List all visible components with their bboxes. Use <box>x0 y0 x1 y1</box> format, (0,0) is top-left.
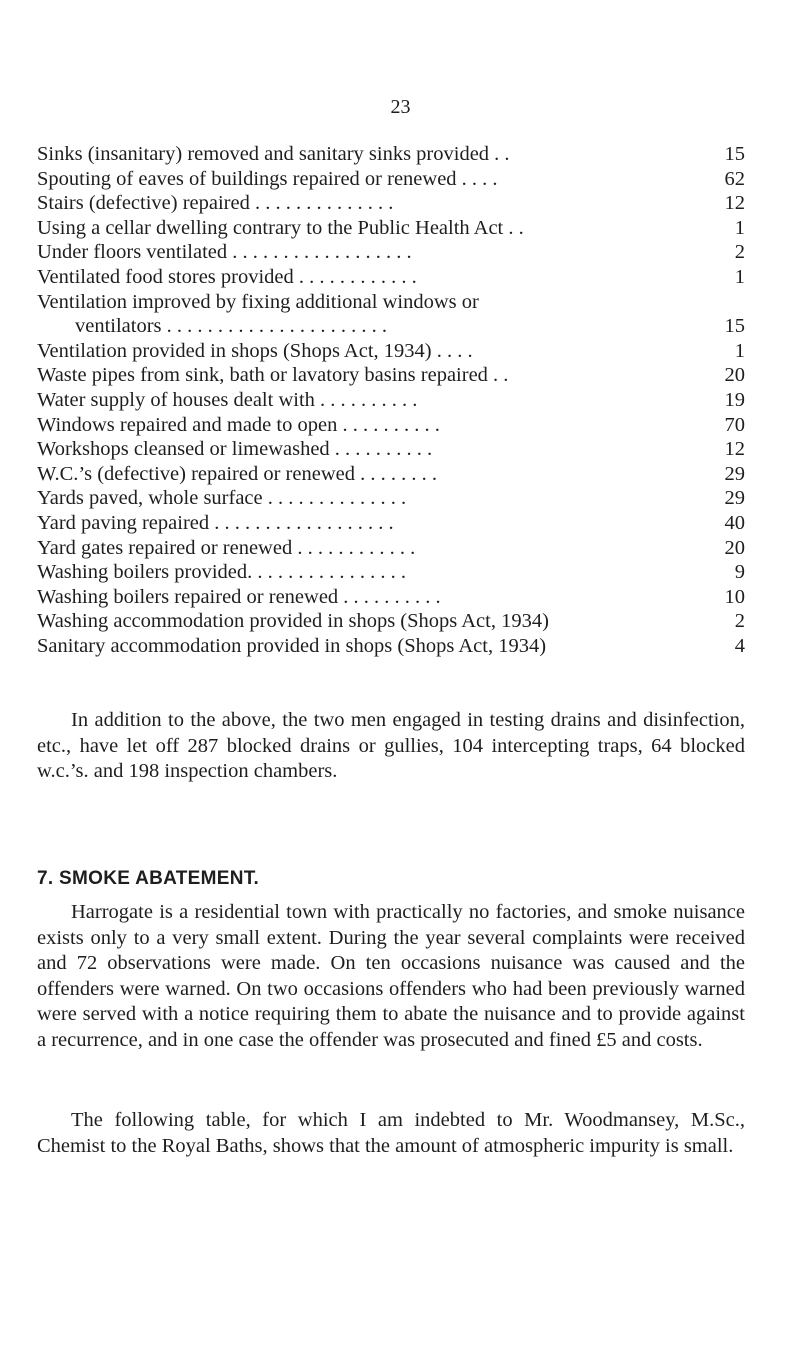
sanitary-works-list <box>37 142 745 658</box>
item-count: 2 <box>734 610 745 633</box>
list-item <box>37 191 745 216</box>
list-item <box>37 413 745 438</box>
item-count: 19 <box>724 388 745 411</box>
item-count: 40 <box>724 511 745 534</box>
list-item <box>37 585 745 610</box>
item-count: 4 <box>734 634 745 657</box>
list-item <box>37 216 745 241</box>
item-label: Ventilation provided in shops (Shops Act, 1934) . . . . <box>37 339 473 362</box>
item-count: 20 <box>724 536 745 559</box>
list-item <box>37 511 745 536</box>
list-item <box>37 462 745 487</box>
item-count: 2 <box>734 241 745 264</box>
list-item <box>37 240 745 265</box>
item-count: 1 <box>734 265 745 288</box>
additional-work-text: In addition to the above, the two men engaged in testing drains and disinfection, etc., have let off 287 blocked drains or gullies, 104 intercepting traps, 64 blocked w.c.’s. and 198 inspection chambers. <box>37 709 745 782</box>
item-label: Washing boilers provided. . . . . . . . . . . . . . . . <box>37 561 407 584</box>
item-label: Windows repaired and made to open . . . . . . . . . . <box>37 413 440 436</box>
item-label: Ventilated food stores provided . . . . . . . . . . . . <box>37 265 417 288</box>
item-label: Yards paved, whole surface . . . . . . . . . . . . . . <box>37 487 407 510</box>
list-item <box>37 142 745 167</box>
list-item <box>37 634 745 659</box>
item-count: 9 <box>734 561 745 584</box>
section-heading: 7. SMOKE ABATEMENT. <box>37 868 260 889</box>
item-label: Water supply of houses dealt with . . . . . . . . . . <box>37 388 418 411</box>
list-item <box>37 437 745 462</box>
list-item <box>37 363 745 388</box>
item-label: Washing accommodation provided in shops (Shops Act, 1934) <box>37 610 549 633</box>
item-label: Spouting of eaves of buildings repaired or renewed . . . . <box>37 167 498 190</box>
item-count: 15 <box>724 143 745 165</box>
smoke-abatement-text: Harrogate is a residential town with practically no factories, and smoke nuisance exists only to a very small extent. During the year several complaints were received and 72 observations were made. On ten occasions nuisance was caused and the offenders were warned. On two occasions offenders who had been previously warned were served with a notice requiring them to abate the nuisance and to provide against a recurrence, and in one case the offender was prosecuted and fined £5 and costs. <box>37 901 745 1051</box>
item-label: Sanitary accommodation provided in shops (Shops Act, 1934) <box>37 634 547 657</box>
smoke-abatement-paragraph <box>37 900 745 1053</box>
item-label: Sinks (insanitary) removed and sanitary sinks provided . . <box>37 143 510 165</box>
item-count: 12 <box>724 438 745 461</box>
item-label: Waste pipes from sink, bath or lavatory basins repaired . . <box>37 364 509 387</box>
item-label: Washing boilers repaired or renewed . . . . . . . . . . <box>37 585 441 608</box>
atmospheric-table-paragraph <box>37 1108 745 1159</box>
list-item <box>37 265 745 290</box>
page-number: 23 <box>390 96 411 118</box>
item-label: Yard gates repaired or renewed . . . . . . . . . . . . <box>37 536 416 559</box>
item-label: Ventilation improved by fixing additional windows or <box>37 290 479 313</box>
list-item <box>37 536 745 561</box>
item-label: Stairs (defective) repaired . . . . . . . . . . . . . . <box>37 192 394 215</box>
atmospheric-table-text: The following table, for which I am indebted to Mr. Woodmansey, M.Sc., Chemist to the Royal Baths, shows that the amount of atmospheric impurity is small. <box>37 1109 745 1157</box>
item-label: ventilators . . . . . . . . . . . . . . . . . . . . . . <box>75 315 388 338</box>
item-label: W.C.’s (defective) repaired or renewed . . . . . . . . <box>37 462 437 485</box>
list-item <box>37 339 745 364</box>
item-count: 1 <box>734 339 745 362</box>
item-count: 62 <box>724 167 745 190</box>
item-label: Yard paving repaired . . . . . . . . . . . . . . . . . . <box>37 511 394 534</box>
item-count: 15 <box>724 315 745 338</box>
item-count: 29 <box>724 462 745 485</box>
item-count: 20 <box>724 364 745 387</box>
list-item-continuation <box>37 314 745 339</box>
item-count: 12 <box>724 192 745 215</box>
item-count: 29 <box>724 487 745 510</box>
list-item <box>37 560 745 585</box>
list-item <box>37 486 745 511</box>
list-item <box>37 388 745 413</box>
list-item <box>37 290 745 315</box>
list-item <box>37 167 745 192</box>
item-count: 1 <box>734 216 745 239</box>
additional-work-paragraph <box>37 708 745 785</box>
item-label: Using a cellar dwelling contrary to the Public Health Act . . <box>37 216 524 239</box>
item-count: 70 <box>724 413 745 436</box>
item-count: 10 <box>724 585 745 608</box>
item-label: Under floors ventilated . . . . . . . . . . . . . . . . . . <box>37 241 412 264</box>
list-item <box>37 609 745 634</box>
item-label: Workshops cleansed or limewashed . . . . . . . . . . <box>37 438 433 461</box>
